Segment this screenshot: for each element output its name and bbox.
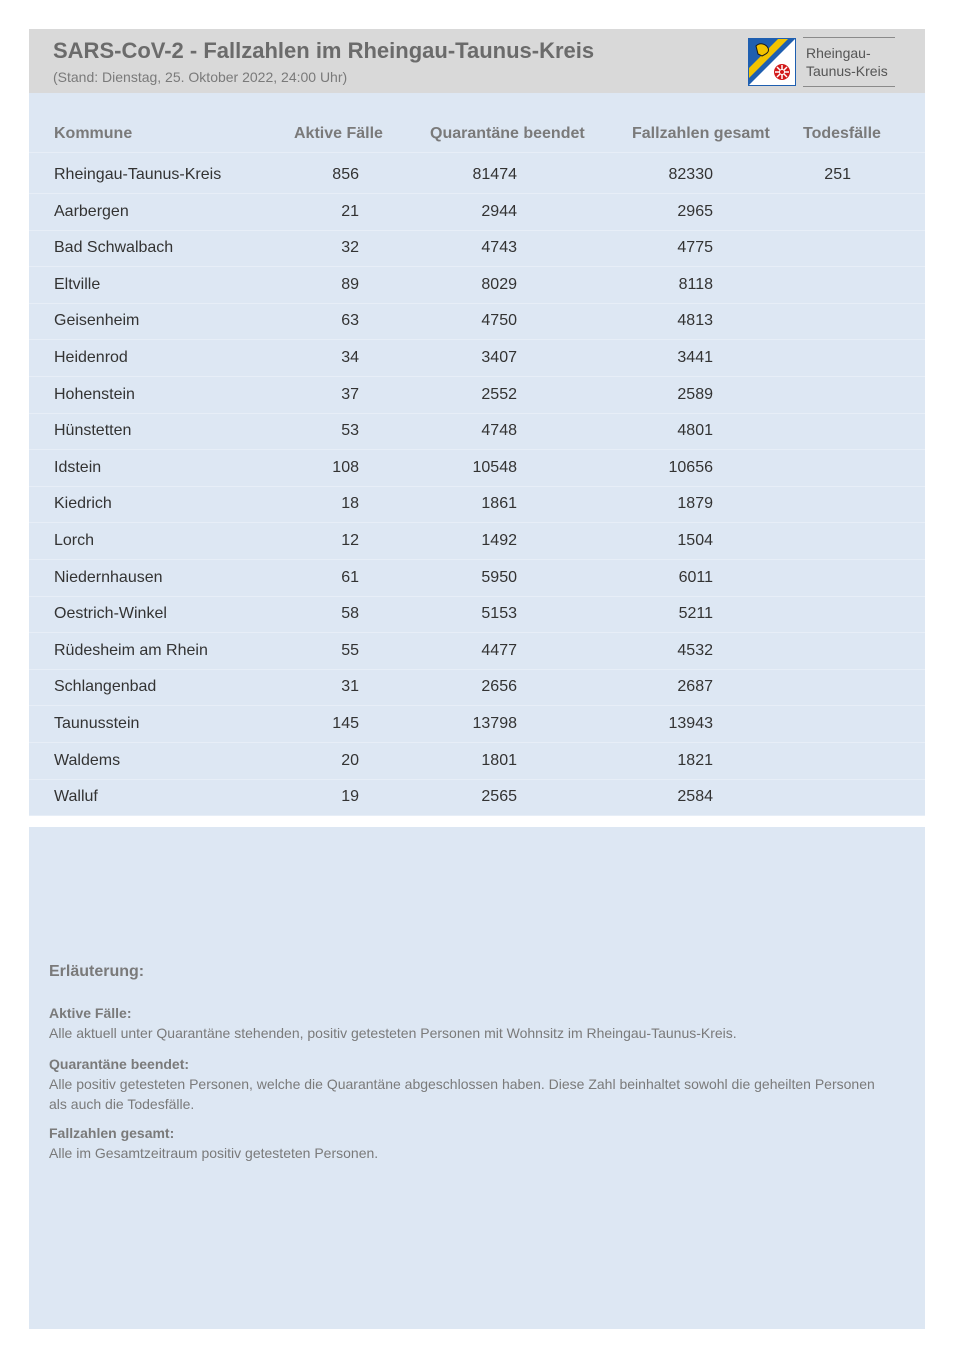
cell-active: 34 (341, 349, 359, 366)
cell-active: 21 (341, 202, 359, 220)
case-table (29, 93, 925, 816)
cell-municipality: Bad Schwalbach (54, 239, 174, 257)
cell-total: 1821 (677, 751, 713, 769)
cell-quarantine: 1801 (481, 751, 517, 769)
cell-quarantine: 13798 (472, 715, 517, 732)
cell-deaths (813, 560, 851, 596)
cell-total: 13943 (668, 715, 713, 732)
cell-total: 6011 (678, 568, 713, 586)
cell-deaths (813, 413, 851, 449)
note-text: Alle positiv getesteten Personen, welche die Quarantäne abgeschlossen haben. Diese Zahl beinhaltet sowohl die geheilten Personen als auch die Todesfälle. (49, 1076, 875, 1112)
cell-total: 2687 (677, 678, 713, 696)
table-row (29, 157, 925, 194)
cell-municipality: Kiedrich (54, 495, 112, 513)
cell-municipality: Eltville (54, 275, 101, 293)
cell-quarantine: 4750 (481, 312, 517, 330)
table-header-row (29, 116, 925, 153)
page-title: SARS-CoV-2 - Fallzahlen im Rheingau-Taunus-Kreis (53, 38, 595, 63)
table-row (29, 596, 925, 633)
table-row (29, 303, 925, 340)
cell-deaths (813, 267, 851, 303)
table-row (29, 340, 925, 377)
cell-municipality: Walluf (54, 788, 98, 806)
cell-quarantine: 2552 (481, 385, 517, 403)
note-quarantine-ended (49, 1054, 889, 1114)
cell-deaths (813, 633, 851, 669)
table-row (29, 633, 925, 670)
cell-municipality: Niedernhausen (54, 568, 163, 586)
note-active-cases (49, 1003, 889, 1043)
cell-quarantine: 2944 (481, 202, 517, 220)
note-text: Alle im Gesamtzeitraum positiv getesteten Personen. (49, 1145, 379, 1161)
cell-municipality: Heidenrod (54, 349, 128, 366)
column-header-active: Aktive Fälle (294, 125, 383, 142)
cell-municipality: Hohenstein (54, 385, 135, 403)
cell-deaths (813, 194, 851, 230)
table-row (29, 706, 925, 743)
column-header-quarantine: Quarantäne beendet (430, 125, 585, 142)
cell-quarantine: 8029 (481, 275, 517, 293)
cell-active: 89 (341, 275, 359, 293)
cell-quarantine: 2656 (481, 678, 517, 696)
cell-municipality: Aarbergen (54, 202, 129, 220)
table-row (29, 377, 925, 414)
cell-deaths (813, 486, 851, 522)
note-term: Aktive Fälle: (49, 1005, 132, 1021)
cell-total: 10656 (668, 458, 713, 476)
cell-deaths (813, 706, 851, 742)
cell-municipality: Taunusstein (54, 715, 140, 732)
table-row (29, 560, 925, 597)
cell-deaths (813, 779, 851, 815)
column-header-deaths: Todesfälle (803, 125, 881, 142)
cell-municipality: Waldems (54, 751, 121, 769)
table-row (29, 779, 925, 816)
coat-of-arms-icon (748, 38, 796, 86)
cell-total: 82330 (668, 166, 713, 183)
cell-deaths (813, 340, 851, 376)
cell-deaths (813, 596, 851, 632)
cell-quarantine: 10548 (472, 458, 517, 476)
cell-municipality: Geisenheim (54, 312, 140, 330)
cell-active: 58 (341, 605, 359, 623)
table-row (29, 669, 925, 706)
table-row (29, 413, 925, 450)
cell-active: 18 (341, 495, 359, 513)
cell-active: 32 (341, 239, 359, 257)
cell-quarantine: 5950 (481, 568, 517, 586)
table-row (29, 450, 925, 487)
logo-wordmark (803, 37, 895, 87)
cell-quarantine: 5153 (481, 605, 517, 623)
cell-deaths (813, 377, 851, 413)
cell-total: 8118 (678, 275, 713, 293)
cell-active: 12 (341, 532, 359, 549)
cell-municipality: Idstein (54, 458, 102, 476)
cell-quarantine: 1861 (481, 495, 517, 513)
cell-total: 4801 (677, 422, 713, 440)
table-row (29, 267, 925, 304)
cell-deaths (813, 230, 851, 266)
cell-quarantine: 4748 (481, 422, 517, 440)
cell-municipality: Schlangenbad (54, 678, 157, 696)
note-total-cases (49, 1123, 889, 1163)
cell-total: 2965 (677, 202, 713, 220)
cell-total: 4532 (677, 641, 713, 659)
note-term: Fallzahlen gesamt: (49, 1125, 175, 1141)
cell-municipality: Lorch (54, 532, 95, 549)
cell-active: 19 (341, 788, 359, 806)
page-header (29, 29, 925, 93)
cell-quarantine: 3407 (481, 349, 517, 366)
column-header-kommune: Kommune (54, 125, 133, 142)
table-row (29, 743, 925, 780)
district-logo (747, 37, 897, 87)
cell-quarantine: 2565 (481, 788, 517, 806)
explanation-panel (29, 827, 925, 1329)
note-term: Quarantäne beendet: (49, 1056, 190, 1072)
cell-active: 63 (341, 312, 359, 330)
note-text: Alle aktuell unter Quarantäne stehenden, positiv getesteten Personen mit Wohnsitz im Rheingau-Taunus-Kreis. (49, 1025, 737, 1041)
cell-active: 108 (332, 458, 359, 476)
cell-municipality: Hünstetten (54, 422, 132, 440)
cell-deaths (813, 450, 851, 486)
cell-deaths (813, 669, 851, 705)
explanation-heading: Erläuterung: (49, 963, 145, 980)
cell-active: 20 (341, 751, 359, 769)
logo-line-2: Taunus-Kreis (806, 63, 888, 79)
cell-municipality: Rheingau-Taunus-Kreis (54, 166, 222, 183)
cell-total: 1504 (677, 532, 713, 549)
logo-line-1: Rheingau- (806, 45, 871, 61)
cell-quarantine: 4743 (481, 239, 517, 257)
cell-total: 4813 (677, 312, 713, 330)
table-row (29, 230, 925, 267)
cell-active: 145 (332, 715, 359, 732)
table-row (29, 486, 925, 523)
cell-total: 4775 (677, 239, 713, 257)
cell-total: 2584 (677, 788, 713, 806)
cell-active: 31 (341, 678, 359, 696)
cell-quarantine: 4477 (481, 641, 517, 659)
cell-quarantine: 1492 (481, 532, 517, 549)
cell-active: 55 (341, 641, 359, 659)
cell-municipality: Oestrich-Winkel (54, 605, 167, 623)
cell-quarantine: 81474 (472, 166, 517, 183)
cell-active: 53 (341, 422, 359, 440)
cell-total: 2589 (677, 385, 713, 403)
cell-deaths: 251 (824, 166, 851, 183)
table-row (29, 523, 925, 560)
cell-municipality: Rüdesheim am Rhein (54, 641, 208, 659)
cell-deaths (813, 303, 851, 339)
cell-total: 1879 (677, 495, 713, 513)
cell-deaths (813, 743, 851, 779)
cell-active: 856 (332, 166, 359, 183)
cell-deaths (813, 523, 851, 559)
cell-total: 5211 (678, 605, 713, 623)
report-date: (Stand: Dienstag, 25. Oktober 2022, 24:00 Uhr) (53, 69, 348, 85)
cell-active: 37 (341, 385, 359, 403)
table-row (29, 194, 925, 231)
column-header-total: Fallzahlen gesamt (632, 125, 770, 142)
cell-total: 3441 (677, 349, 713, 366)
cell-active: 61 (341, 568, 359, 586)
